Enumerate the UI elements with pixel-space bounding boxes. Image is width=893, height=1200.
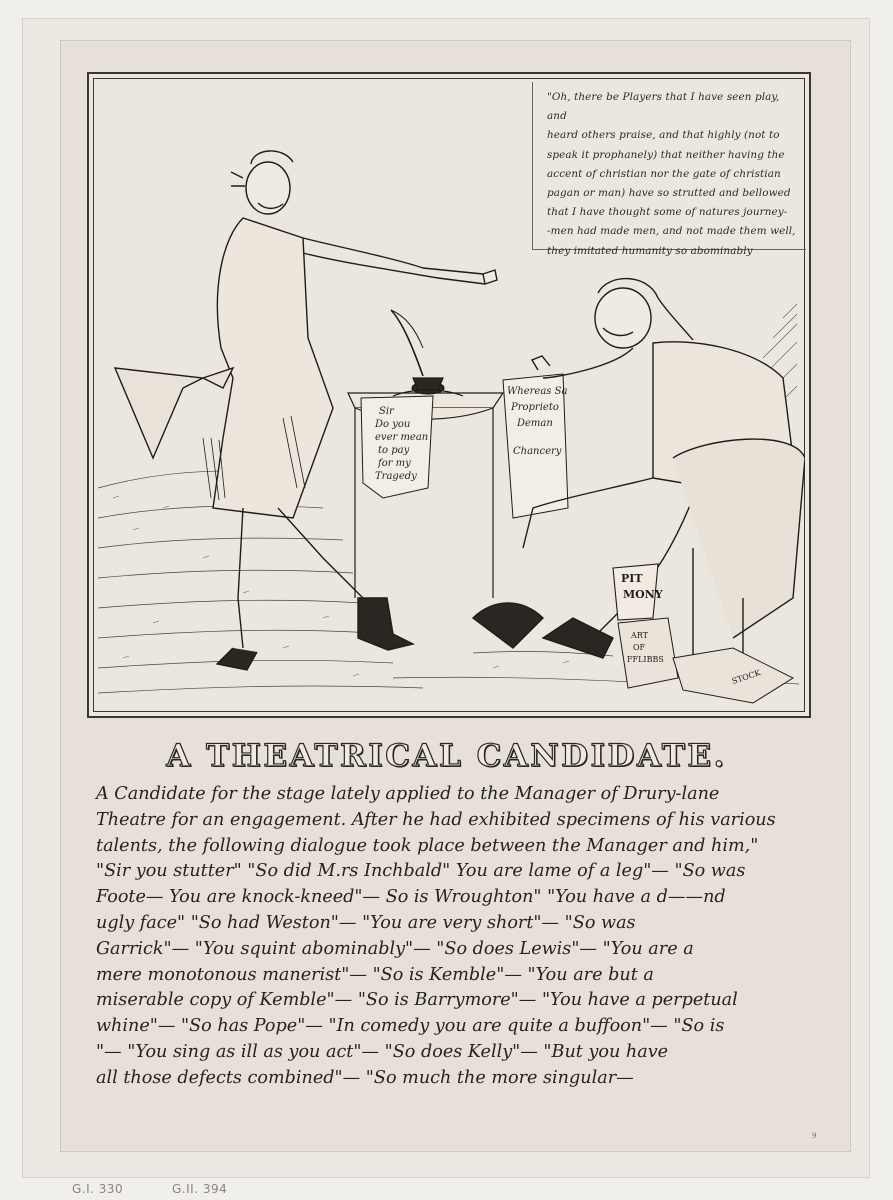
caption-line: mere monotonous manerist"— "So is Kemble"— "You are but a [96,964,654,985]
caption-line: all those defects combined"— "So much the more singular— [96,1067,634,1088]
caption-line: Theatre for an engagement. After he had exhibited specimens of his various [96,809,776,830]
quote-line: "Oh, there be Players that I have seen play, and [547,91,780,123]
caption-line: miserable copy of Kemble"— "So is Barrymore"— "You have a perpetual [96,990,738,1011]
quotation-box [532,82,806,257]
caption-line: talents, the following dialogue took place between the Manager and him," [96,835,759,856]
caption-line: ugly face" "So had Weston"— "You are very short"— "So was [96,912,636,933]
quote-line: that I have thought some of natures journey- [547,206,788,219]
caption-line: A Candidate for the stage lately applied to the Manager of Drury-lane [96,784,720,804]
plate-number: 9 [812,1132,817,1140]
letter-line: Tragedy [375,471,417,482]
document-line: Proprieto [511,402,559,413]
quote-line: speak it prophanely) that neither having the [547,148,785,161]
document-line: Chancery [513,446,562,457]
letter-line: to pay [378,445,410,456]
pencil-inscription-right: G.II. 394 [172,1182,228,1196]
book-title-line: FFLIBBS [627,655,664,664]
book-title-line: ART [631,631,648,640]
caption-line: "Sir you stutter" "So did M.rs Inchbald" You are lame of a leg"— "So was [96,861,746,882]
document-line: Deman [517,418,553,429]
print-title: A THEATRICAL CANDIDATE. [166,738,727,774]
letter-line: Sir [379,406,394,417]
quote-line: they imitated humanity so abominably [547,244,753,257]
letter-line: ever mean [375,432,429,443]
quote-line: accent of christian nor the gate of christian [547,167,781,180]
pencil-inscription-left: G.I. 330 [72,1182,124,1196]
quote-line: heard others praise, and that highly (not to [547,129,780,142]
stool-sign-line: MONY [623,588,663,601]
caption-line: whine"— "So has Pope"— "In comedy you are quite a buffoon"— "So is [96,1016,725,1037]
document-line: Whereas Sa [507,386,568,397]
letter-line: Do you [375,419,411,430]
quote-line: pagan or man) have so strutted and bellowed [547,187,791,200]
floor-stipple [113,496,569,676]
quotation-text [547,88,798,261]
caption-line: Foote— You are knock-kneed"— So is Wroughton" "You have a d——nd [96,887,726,908]
caption-text [96,782,816,1092]
letter-line: for my [378,458,411,469]
caption-line: "— "You sing as ill as you act"— "So does Kelly"— "But you have [96,1041,669,1062]
stool-sign-line: PIT [621,572,643,585]
book2-title: STOCK [730,668,762,686]
quote-line: -men had made men, and not made them well, [547,225,796,238]
caption-line: Garrick"— "You squint abominably"— "So does Lewis"— "You are a [96,938,694,959]
book-title-line: OF [633,643,646,652]
